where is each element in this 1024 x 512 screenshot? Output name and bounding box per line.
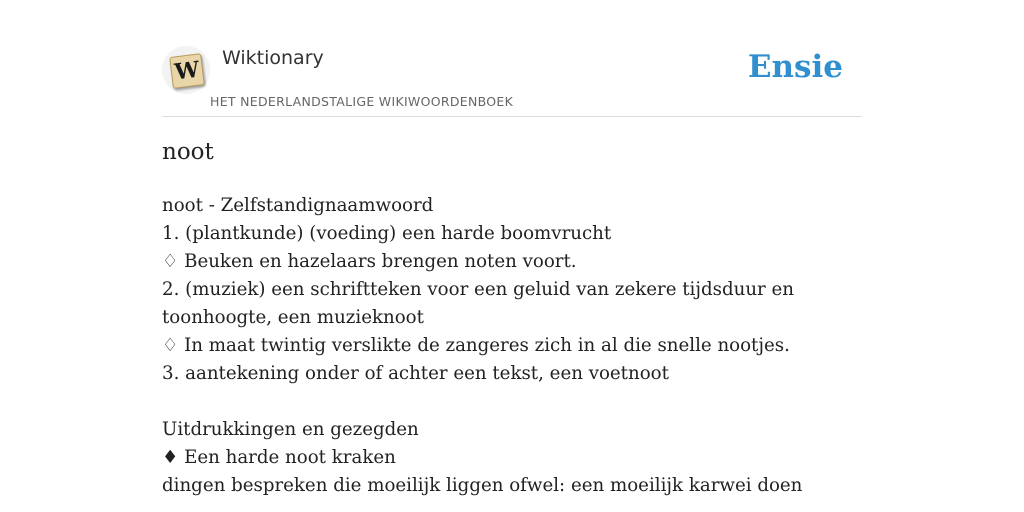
definition-line: 3. aantekening onder of achter een tekst, een voetnoot [162, 363, 669, 384]
page-title: noot [162, 139, 214, 165]
expression-item: ♦ Een harde noot kraken [162, 447, 396, 468]
section-title: Uitdrukkingen en gezegden [162, 419, 419, 440]
example-line: ♢ In maat twintig verslikte de zangeres zich in al die snelle nootjes. [162, 335, 790, 356]
definition-line: 2. (muziek) een schriftteken voor een geluid van zekere tijdsduur en toonhoogte, een muzieknoot [162, 279, 794, 328]
site-name[interactable]: Wiktionary [222, 47, 324, 69]
logo-tile-icon: W [169, 53, 205, 89]
header [162, 0, 862, 117]
site-tagline: HET NEDERLANDSTALIGE WIKIWOORDENBOEK [210, 94, 514, 109]
definition-line: 1. (plantkunde) (voeding) een harde boomvrucht [162, 223, 612, 244]
entry-heading: noot - Zelfstandignaamwoord [162, 195, 434, 216]
expression-meaning: dingen bespreken die moeilijk liggen ofwel: een moeilijk karwei doen [162, 475, 803, 496]
content-card [162, 0, 862, 512]
definition-entry [162, 192, 862, 500]
example-line: ♢ Beuken en hazelaars brengen noten voort. [162, 251, 577, 272]
ensie-brand-link[interactable]: Ensie [747, 49, 843, 85]
wiktionary-logo[interactable] [162, 46, 210, 94]
spacer [162, 388, 862, 416]
